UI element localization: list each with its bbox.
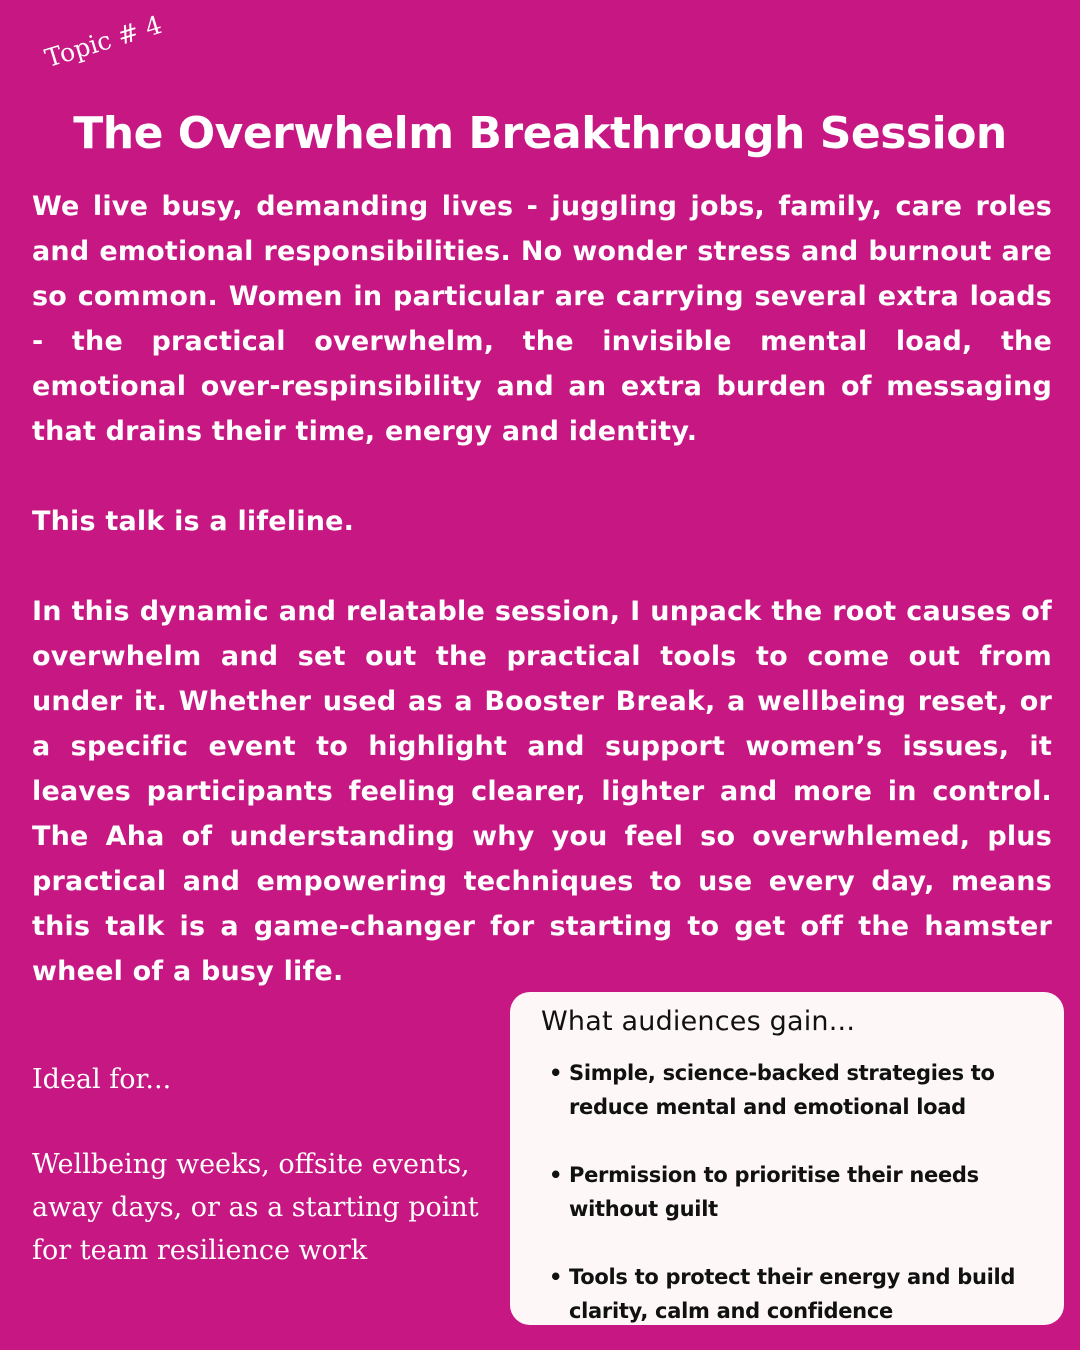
ideal-for-text: Wellbeing weeks, offsite events, away days, or as a starting point for team resilience work (32, 1149, 479, 1266)
audience-gains-card (510, 992, 1064, 1325)
ideal-for-section (32, 1058, 502, 1272)
gain-item: • Tools to protect their energy and build clarity, calm and confidence (569, 1260, 1039, 1325)
intro-paragraph: We live busy, demanding lives - juggling jobs, family, care roles and emotional responsibilities. No wonder stress and burnout are so common. Women in particular are carrying several extra loads - the practical overwhelm, the invisible mental load, the emotional over-respinsibility and an extra burden of messaging that drains their time, energy and identity. (32, 191, 1052, 447)
page-title: The Overwhelm Breakthrough Session (73, 108, 1007, 159)
gains-list (569, 1056, 1039, 1325)
topic-label: Topic # 4 (41, 10, 166, 73)
description (32, 184, 1052, 994)
gain-item-hidden: The familiar language to name what's weighing them down (569, 1136, 821, 1145)
gain-item: • Permission to prioritise their needs without guilt (569, 1158, 1039, 1226)
session-paragraph: In this dynamic and relatable session, I unpack the root causes of overwhelm and set out the practical tools to come out from under it. Whether used as a Booster Break, a wellbeing reset, or a specific event to highlight and support women’s issues, it leaves participants feeling clearer, lighter and more in control. The Aha of understanding why you feel so overwhlemed, plus practical and empowering techniques to use every day, means this talk is a game-changer for starting to get off the hamster wheel of a busy life. (32, 596, 1052, 987)
ideal-for-heading: Ideal for... (32, 1064, 172, 1095)
gains-heading: What audiences gain... (541, 1006, 856, 1037)
gain-item: • Simple, science-backed strategies to reduce mental and emotional load (569, 1056, 1039, 1124)
lifeline-paragraph: This talk is a lifeline. (32, 506, 355, 537)
